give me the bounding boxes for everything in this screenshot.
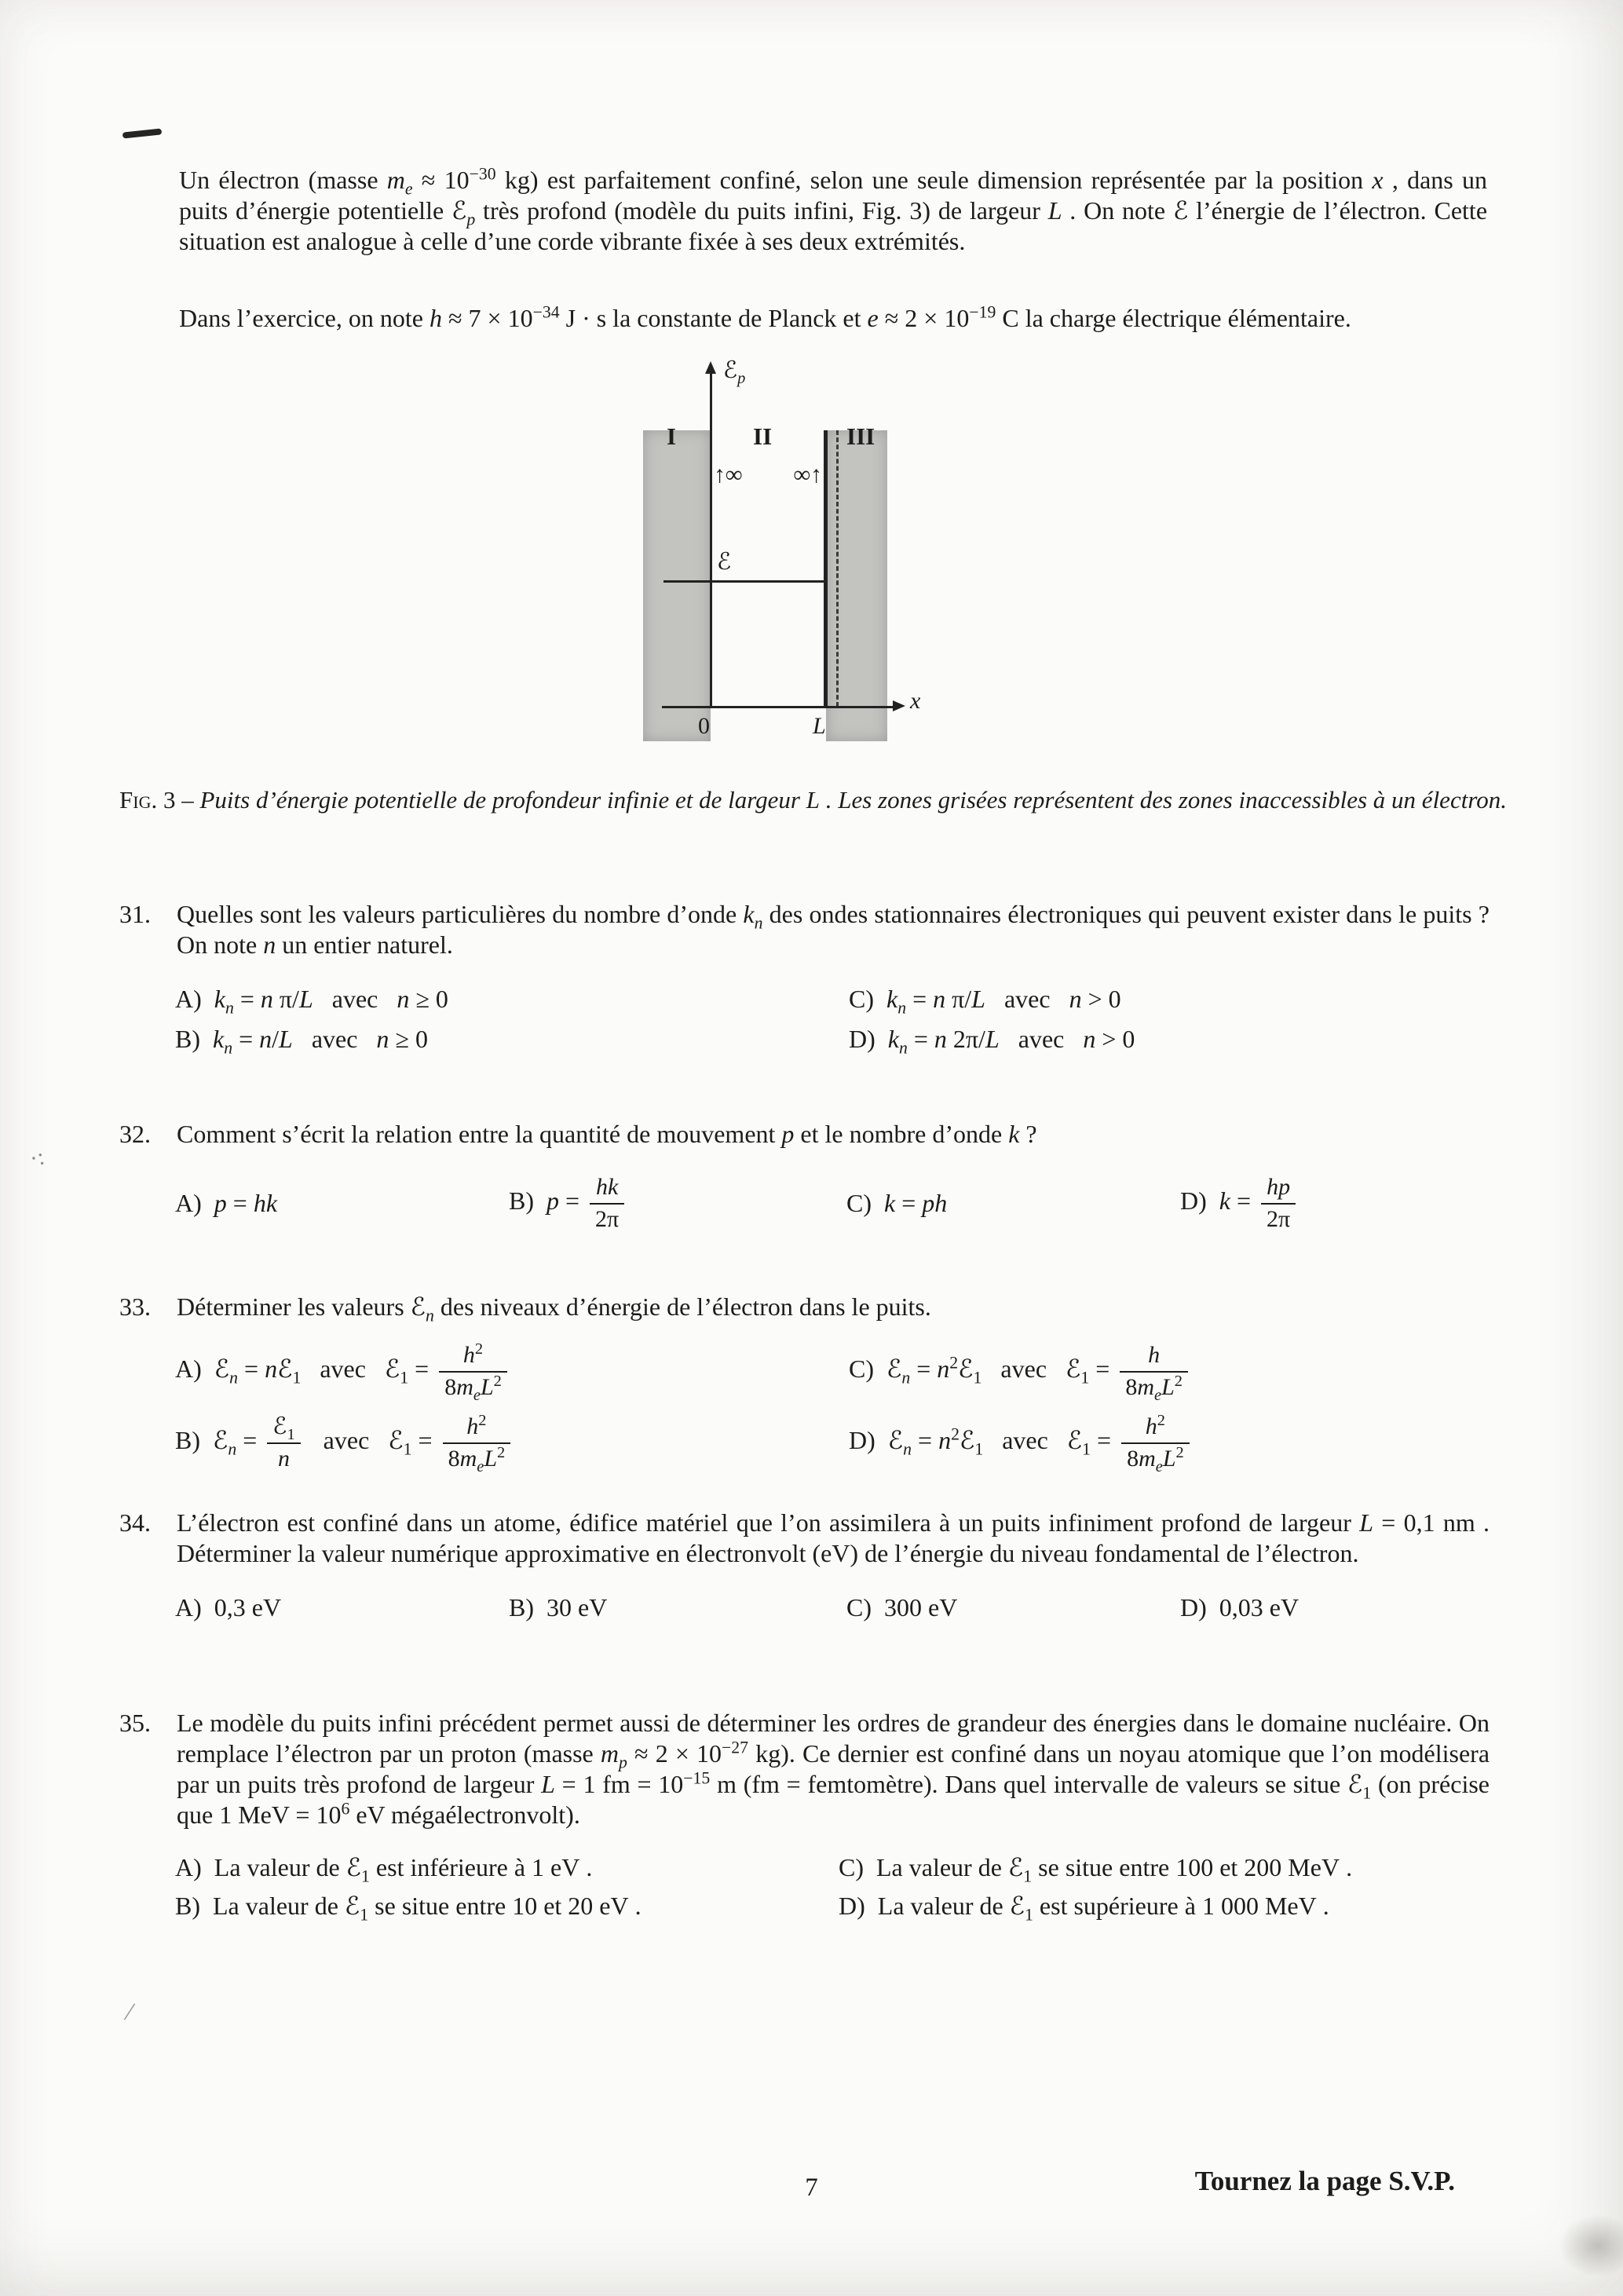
option-31-a	[175, 984, 849, 1018]
option-body: 0,3 eV	[214, 1593, 282, 1621]
options-33	[119, 1341, 1490, 1473]
option-body: 0,03 eV	[1219, 1593, 1299, 1621]
option-32-a	[175, 1188, 509, 1219]
option-letter: C)	[849, 1354, 874, 1383]
scan-mark-dash	[122, 128, 163, 138]
option-31-d	[849, 1024, 1490, 1058]
energy-level-label: ℰ	[717, 549, 732, 575]
question-33	[119, 1292, 1490, 1473]
option-letter: D)	[849, 1426, 875, 1455]
option-34-a	[175, 1592, 509, 1623]
intro-paragraph-2: Dans l’exercice, on note $h \approx 7 \times 10^{-34}$ J · s la constante de Planck et $e \approx 2 \times 10^{-19}$ C la charge électrique élémentaire.	[179, 302, 1351, 332]
x-axis-label: x	[910, 688, 921, 714]
question-text: Le modèle du puits infini précédent permet aussi de déterminer les ordres de grandeur des énergies dans le domaine nucléaire. On remplace l’électron par un proton (masse $m_p \approx 2 \times 10^{-27}$ kg). Ce dernier est confiné dans un noyau atomique que l’on modélisera par un puits très profond de largeur L = 1 fm = $10^{-15}$ m (fm = femtomètre). Dans quel intervalle de valeurs se situe ℰ$_1$ (on précise que 1 MeV = $10^6$ eV mégaélectronvolt).	[177, 1709, 1490, 1829]
option-letter: C)	[849, 985, 874, 1013]
x-axis-line	[662, 706, 896, 708]
well-right-wall-dashed	[836, 430, 839, 707]
option-body: $k_n = n$ π/L avec n > 0	[886, 985, 1121, 1018]
option-letter: D)	[1180, 1593, 1207, 1621]
option-35-c	[839, 1852, 1490, 1886]
option-33-d	[849, 1413, 1490, 1473]
option-body: $k_n = n$ 2π/L avec n > 0	[887, 1025, 1135, 1058]
y-axis-line	[710, 369, 712, 708]
option-letter: A)	[175, 985, 202, 1013]
question-text: L’électron est confiné dans un atome, édifice matériel que l’on assimilera à un puits infiniment profond de largeur L = 0,1 nm . Déterminer la valeur numérique approximative en électronvolt (eV) de l’énergie du niveau fondamental de l’électron.	[177, 1508, 1490, 1567]
option-letter: C)	[846, 1189, 872, 1218]
forbidden-zone-right	[826, 430, 887, 741]
option-34-c	[846, 1592, 1180, 1623]
well-right-wall	[824, 430, 828, 707]
option-body: ℰ$_n$ = nℰ$_1$ avec ℰ$_1$ = $\frac{h^2}{8m_eL^2}$	[214, 1355, 511, 1383]
option-letter: A)	[175, 1354, 202, 1383]
question-text: Déterminer les valeurs ℰ$_n$ des niveaux d’énergie de l’électron dans le puits.	[177, 1292, 931, 1325]
option-body: k = $\frac{hp}{2\pi}$	[1219, 1186, 1299, 1215]
option-letter: B)	[175, 1025, 200, 1053]
question-text: Comment s’écrit la relation entre la quantité de mouvement p et le nombre d’onde k ?	[177, 1120, 1037, 1148]
question-text: Quelles sont les valeurs particulières du nombre d’onde $k_n$ des ondes stationnaires électroniques qui peuvent exister dans le puits ? On note n un entier naturel.	[177, 900, 1490, 959]
y-axis-arrow	[705, 361, 716, 374]
option-body: ℰ$_n$ = $n^2ℰ_1$ avec ℰ$_1$ = $\frac{h^2}{8m_eL^2}$	[888, 1426, 1193, 1454]
option-letter: B)	[509, 1593, 534, 1621]
option-body: p = $\frac{hk}{2\pi}$	[546, 1186, 628, 1215]
question-35	[119, 1708, 1490, 1925]
options-34	[119, 1592, 1490, 1623]
energy-level-line	[663, 580, 825, 583]
question-number: 31.	[119, 900, 151, 928]
option-33-b	[175, 1413, 849, 1473]
forbidden-zone-left	[643, 430, 711, 741]
option-letter: B)	[509, 1186, 534, 1215]
option-body: $k_n = n/L$ avec n ≥ 0	[213, 1025, 428, 1058]
option-letter: D)	[839, 1892, 865, 1920]
option-body: La valeur de ℰ$_1$ se situe entre 10 et 20 eV .	[213, 1892, 642, 1925]
option-body: 30 eV	[546, 1593, 608, 1621]
intro-paragraph-1: Un électron (masse $m_e \approx 10^{-30}$ kg) est parfaitement confiné, selon une seule dimension représentée par la position x , dans un puits d’énergie potentielle ℰ$_p$ très profond (modèle du puits infini, Fig. 3) de largeur L . On note ℰ l’énergie de l’électron. Cette situation est analogue à celle d’une corde vibrante fixée à ses deux extrémités.	[179, 164, 1488, 255]
question-number: 32.	[119, 1120, 151, 1148]
option-35-d	[839, 1891, 1490, 1925]
option-32-c	[846, 1188, 1180, 1219]
scan-mark-dots: ·:	[27, 1143, 47, 1172]
scan-smudge	[1559, 2214, 1623, 2277]
question-number: 35.	[119, 1709, 151, 1737]
turn-page-note: Tournez la page S.V.P.	[1194, 2166, 1455, 2196]
scan-mark-slash: /	[122, 1997, 137, 2027]
option-35-b	[175, 1891, 839, 1925]
option-body: La valeur de ℰ$_1$ est supérieure à 1 000 MeV .	[877, 1892, 1329, 1925]
option-32-d	[1180, 1173, 1490, 1234]
option-body: 300 eV	[884, 1593, 958, 1621]
option-31-b	[175, 1024, 849, 1058]
option-34-d	[1180, 1592, 1490, 1623]
infinity-right-marker: ∞↑	[793, 462, 822, 488]
option-body: La valeur de ℰ$_1$ se situe entre 100 et 200 MeV .	[876, 1853, 1353, 1886]
infinity-markers	[714, 462, 822, 488]
figure-potential-well	[616, 357, 954, 759]
origin-label: 0	[698, 713, 710, 739]
option-letter: A)	[175, 1189, 202, 1218]
option-letter: C)	[846, 1593, 872, 1621]
option-33-a	[175, 1341, 849, 1402]
option-letter: A)	[175, 1853, 202, 1881]
options-35	[119, 1852, 1490, 1925]
option-body: La valeur de ℰ$_1$ est inférieure à 1 eV .	[214, 1853, 593, 1886]
option-body: ℰ$_n$ = $n^2ℰ_1$ avec ℰ$_1$ = $\frac{h}{8m_eL^2}$	[886, 1355, 1192, 1383]
option-31-c	[849, 984, 1490, 1018]
question-31	[119, 899, 1490, 1058]
option-34-b	[509, 1592, 846, 1623]
option-letter: D)	[1180, 1186, 1207, 1215]
region-label-2: II	[753, 422, 773, 450]
question-32	[119, 1119, 1490, 1234]
option-body: $k_n = n$ π/L avec n ≥ 0	[214, 985, 448, 1018]
figure-caption: Fig. 3 – Puits d’énergie potentielle de profondeur infinie et de largeur L . Les zones grisées représentent des zones inaccessibles à un électron.	[119, 786, 1507, 813]
region-label-3: III	[846, 422, 875, 450]
question-number: 34.	[119, 1508, 151, 1537]
well-width-label: L	[813, 713, 826, 739]
option-35-a	[175, 1852, 839, 1886]
y-axis-label: ℰ$_p$	[723, 357, 746, 387]
option-body: k = ph	[884, 1189, 948, 1218]
option-33-c	[849, 1341, 1490, 1402]
option-body: p = hk	[214, 1189, 278, 1218]
option-32-b	[509, 1173, 846, 1234]
options-31	[119, 984, 1490, 1058]
option-letter: A)	[175, 1593, 202, 1621]
region-label-1: I	[667, 422, 677, 450]
option-letter: B)	[175, 1892, 200, 1920]
option-letter: C)	[839, 1853, 864, 1881]
infinity-left-marker: ↑∞	[714, 462, 743, 488]
options-32	[119, 1173, 1490, 1234]
question-34	[119, 1508, 1490, 1623]
x-axis-arrow	[893, 700, 905, 711]
option-letter: D)	[849, 1025, 875, 1053]
page-number: 7	[805, 2174, 818, 2202]
option-body: ℰ$_n$ = $\frac{ℰ_1}{n}$ avec ℰ$_1$ = $\frac{h^2}{8m_eL^2}$	[213, 1426, 514, 1454]
option-letter: B)	[175, 1426, 200, 1455]
question-number: 33.	[119, 1292, 151, 1321]
